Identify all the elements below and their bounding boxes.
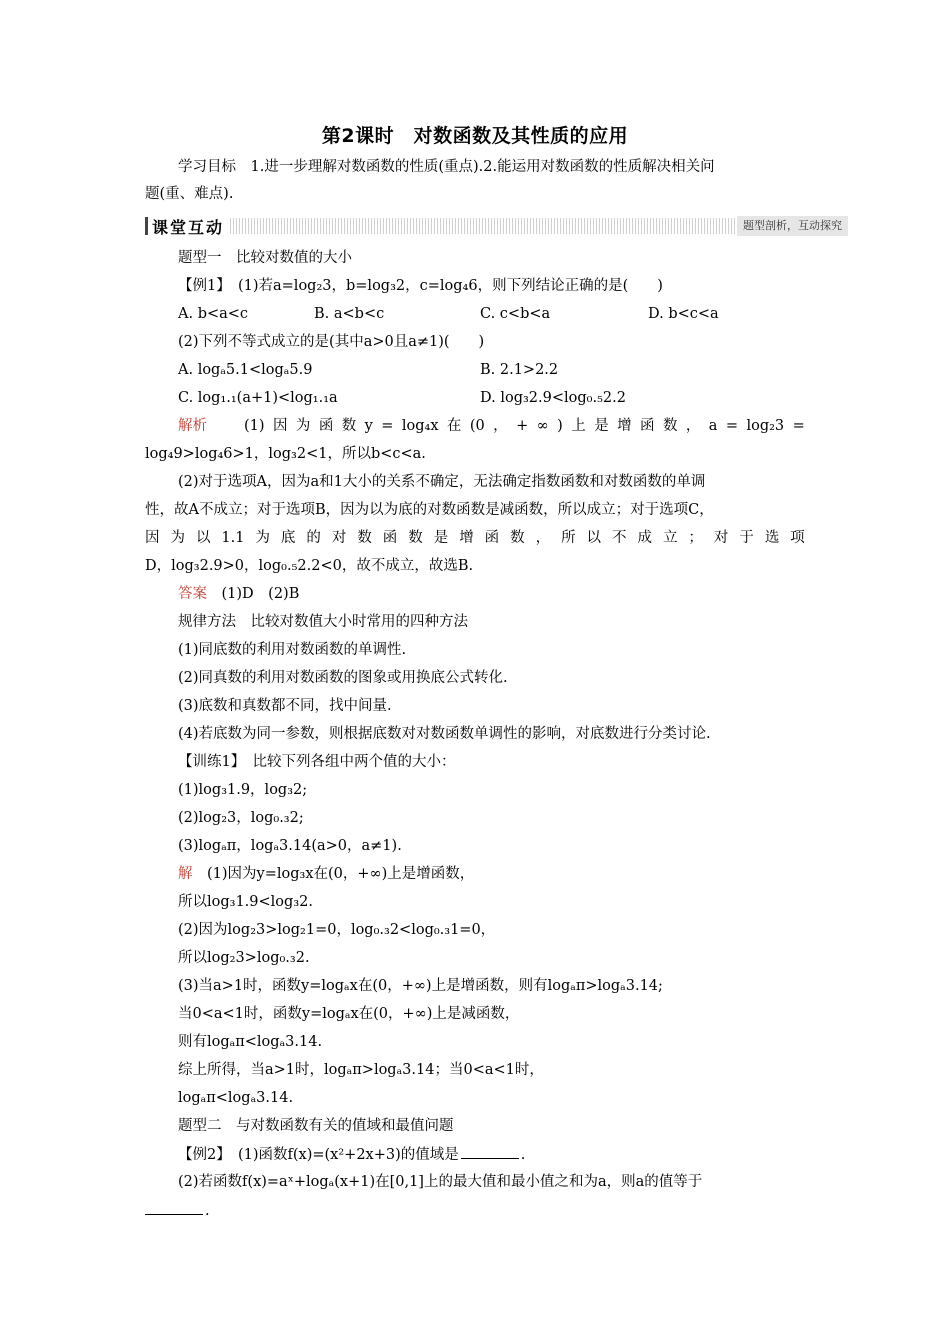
section-1-title: 题型一 比较对数值的大小 <box>178 250 352 266</box>
example-2-line-3: . <box>145 1200 210 1221</box>
method-item-1: (1)同底数的利用对数函数的单调性. <box>178 642 407 658</box>
example-2-line-1: 【例2】 (1)函数f(x)=(x²+2x+3)的值域是 . <box>178 1144 525 1165</box>
section-banner <box>145 214 848 238</box>
method-item-3: (3)底数和真数都不同，找中间量. <box>178 698 392 714</box>
training-1-title: 【训练1】 比较下列各组中两个值的大小： <box>178 754 456 770</box>
example-2-line-2: (2)若函数f(x)=aˣ+logₐ(x+1)在[0,1]上的最大值和最小值之和为a，则a的值等于 <box>178 1174 703 1190</box>
training-1-item-3: (3)logₐπ，logₐ3.14(a>0，a≠1). <box>178 838 402 854</box>
ex1-q2-option-c: C. log₁.₁(a+1)<log₁.₁a <box>178 390 338 406</box>
answer-blank-2[interactable] <box>145 1200 203 1215</box>
goals-line-2: 题(重、难点). <box>145 186 234 202</box>
answer-blank-1[interactable] <box>461 1144 519 1159</box>
solution-2-line-3: (2)因为log₂3>log₂1=0，log₀.₃2<log₀.₃1=0， <box>178 922 496 938</box>
solution-2-line-2: 所以log₃1.9<log₃2. <box>178 894 313 910</box>
training-1-item-1: (1)log₃1.9，log₃2; <box>178 782 308 798</box>
example-1-stem: 【例1】 (1)若a=log₂3，b=log₃2，c=log₄6，则下列结论正确的是( ) <box>178 278 663 294</box>
method-item-2: (2)同真数的利用对数函数的图象或用换底公式转化. <box>178 670 508 686</box>
solution-2-line-7: 则有logₐπ<logₐ3.14. <box>178 1034 323 1050</box>
banner-label: 课堂互动 <box>148 215 230 238</box>
method-item-4: (4)若底数为同一参数，则根据底数对对数函数单调性的影响，对底数进行分类讨论. <box>178 726 711 742</box>
ex1-option-b: B. a<b<c <box>314 306 385 322</box>
banner-right-label: 题型剖析，互动探究 <box>737 216 848 236</box>
solution-2-line-5: (3)当a>1时，函数y=logₐx在(0，+∞)上是增函数，则有logₐπ>logₐ3.14; <box>178 978 663 994</box>
training-1-item-2: (2)log₂3，log₀.₃2; <box>178 810 304 826</box>
method-title: 规律方法 比较对数值大小时常用的四种方法 <box>178 614 468 630</box>
ex1-q2-option-b: B. 2.1>2.2 <box>480 362 559 378</box>
answer-1 <box>178 584 299 604</box>
goals-line-1: 学习目标 1.进一步理解对数函数的性质(重点).2.能运用对数函数的性质解决相关问 <box>178 159 715 175</box>
solution-2-line-6: 当0<a<1时，函数y=logₐx在(0，+∞)上是减函数， <box>178 1006 520 1022</box>
solution-1-line-6: D，log₃2.9>0，log₀.₅2.2<0，故不成立，故选B. <box>145 558 474 574</box>
solution-1-line-4: 性，故A不成立；对于选项B，因为以为底的对数函数是减函数，所以成立；对于选项C， <box>145 502 714 518</box>
solution-1-line-2: log₄9>log₄6>1，log₃2<1，所以b<c<a. <box>145 446 426 462</box>
ex1-q2-option-a: A. logₐ5.1<logₐ5.9 <box>178 362 313 378</box>
solution-2-label: 解 <box>178 866 193 882</box>
answer-text: (1)D (2)B <box>207 586 300 602</box>
section-2-title: 题型二 与对数函数有关的值域和最值问题 <box>178 1118 454 1134</box>
solution-1-label: 解析 <box>178 418 207 434</box>
ex1-option-a: A. b<a<c <box>178 306 249 322</box>
solution-2-line-8: 综上所得，当a>1时，logₐπ>logₐ3.14；当0<a<1时， <box>178 1062 544 1078</box>
solution-2-line-1: 解 (1)因为y=log₃x在(0，+∞)上是增函数， <box>178 866 475 882</box>
solution-1-line-1: (1) 因 为 函 数 y = log₄x 在 (0 ， + ∞ ) 上 是 增 函 数 ， a = log₂3 = <box>244 418 805 434</box>
ex1-option-d: D. b<c<a <box>648 306 719 322</box>
ex1-option-c: C. c<b<a <box>480 306 551 322</box>
banner-hatch <box>230 218 737 234</box>
answer-label: 答案 <box>178 586 207 602</box>
example-1-q2: (2)下列不等式成立的是(其中a>0且a≠1)( ) <box>178 334 485 350</box>
ex1-q2-option-d: D. log₃2.9<log₀.₅2.2 <box>480 390 626 406</box>
solution-2-line-4: 所以log₂3>log₀.₃2. <box>178 950 310 966</box>
solution-1-line-3: (2)对于选项A，因为a和1大小的关系不确定，无法确定指数函数和对数函数的单调 <box>178 474 706 490</box>
lesson-title: 第2课时 对数函数及其性质的应用 <box>321 125 629 147</box>
solution-2-line-9: logₐπ<logₐ3.14. <box>178 1090 294 1106</box>
solution-1-line-5: 因 为 以 1.1 为 底 的 对 数 函 数 是 增 函 数 ， 所 以 不 成 立 ； 对 于 选 项 <box>145 530 805 546</box>
